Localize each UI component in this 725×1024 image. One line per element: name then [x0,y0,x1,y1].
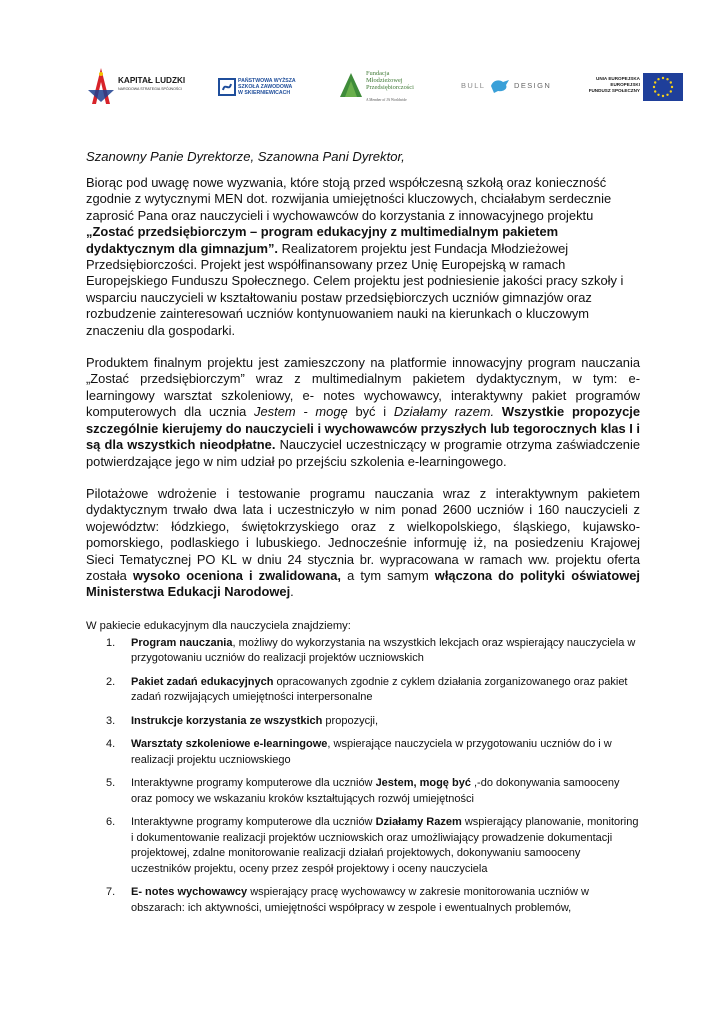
p1-project-title: „Zostać przedsiębiorczym – program edukacyjny z multimedialnym pakietem dydaktycznym dla gimnazjum”. [86,224,559,256]
list-item [86,885,640,916]
pwsz-line1: PAŃSTWOWA WYŻSZA [238,78,296,84]
item-bold: Pakiet zadań edukacyjnych [131,675,274,688]
fundacja-logo [338,66,438,108]
p1-text-c: Realizatorem projektu jest Fundacja Młodzieżowej Przedsiębiorczości. Projekt jest współfinansowany przez Unię Europejską w ramach Europejskiego Funduszu Społecznego. Celem projektu jest podniesienie jakości pracy szkoły i wsparciu nauczycieli w kształtowaniu postaw przedsiębiorczych uczniów gimnazjów oraz rozbudzenie zainteresowań uczniów kontynuowaniem nauki na kierunkach o kluczowym znaczeniu dla gospodarki. [86,240,624,338]
list-intro: W pakiecie edukacyjnym dla nauczyciela znajdziemy: [86,619,351,632]
list-item [86,636,640,667]
paragraph-3 [86,486,640,601]
p3-text-a: Pilotażowe wdrożenie i testowanie programu nauczania wraz z interaktywnym pakietem dydaktycznym trwało dwa lata i uczestniczyło w nim ponad 2600 uczniów i 160 nauczycieli z województw: łódzkiego, świętokrzyskiego oraz z wielkopolskiego, śląskiego, kujawsko-pomorskiego, podlaskiego i lubuskiego. Jednocześnie informuję iż, na posiedzeniu Krajowej Sieci Tematycznej PO KL w dniu 24 stycznia br. wypracowana w ramach ww. projektu oferta została [86,485,640,583]
item-text: ,-do dokonywania samooceny oraz pomocy we wskazaniu kroków kształtujących rozwój umiejętności [131,777,620,805]
item-text: opracowanych zgodnie z cyklem działania zorganizowanego oraz pakiet zadań rozwijających umiejętności interpersonalne [131,675,628,704]
p2-program-dzialamy: Działamy razem. [393,404,495,420]
package-list [86,636,640,917]
eu-flag-icon [643,73,683,101]
item-bold: E- notes wychowawcy [131,886,248,899]
item-number: 2. [106,675,116,688]
pwsz-line3: W SKIERNIEWICACH [238,90,291,96]
ue-line3: FUNDUSZ SPOŁECZNY [588,88,640,93]
logo-bar [88,66,688,108]
p3-text-m: a tym samym [341,567,435,583]
item-bold: Program nauczania [131,636,233,649]
ue-line2: EUROPEJSKI [610,82,640,87]
list-item [86,714,640,730]
p1-text-a: Biorąc pod uwagę nowe wyzwania, które stoją przed współczesną szkołą oraz konieczność zgodnie z wytycznymi MEN dot. rozwijania umiejętności kluczowych, chciałabym serdecznie zaprosić Pana oraz nauczycieli i wychowawców do korzystania z innowacyjnego projektu [86,175,612,223]
list-item [86,815,640,877]
fundacja-line3: Przedsiębiorczości [366,84,414,92]
item-number: 1. [106,636,116,649]
item-text: wspierający planowanie, monitoring i dokumentowanie realizacji projektów uczniowskich oraz umożliwiający prowadzenie dokumentacji projektowej, zdalne monitorowanie realizacji działań projektowych, dokonywaniu samooceny uczestników projektu, oceny przez zespół projektowy i oceny nauczyciela [131,816,639,875]
item-text: , możliwy do wykorzystania na wszystkich lekcjach oraz wspierający nauczyciela w przygotowaniu uczniów do realizacji projektów uczniowskich [131,636,636,665]
greeting: Szanowny Panie Dyrektorze, Szanowna Pani Dyrektor, [86,149,405,164]
kapital-ludzki-subtitle: NARODOWA STRATEGIA SPÓJNOŚCI [118,87,182,91]
bull-icon [489,78,511,94]
item-bold: Działamy Razem [375,816,462,829]
item-pre: Interaktywne programy komputerowe dla uczniów [131,777,376,790]
ue-efs-logo [587,66,687,108]
ue-line1: UNIA EUROPEJSKA [596,76,640,81]
item-number: 6. [106,816,116,829]
p2-free-offer: Wszystkie propozycje szczególnie kierujemy do nauczycieli i wychowawców przyszłych lub tegorocznych klas I i są dla wszystkich nieodpłatne. [86,404,640,453]
item-bold: Instrukcje korzystania ze wszystkich [131,714,323,727]
paragraph-2 [86,355,640,470]
fundacja-line1: Fundacja [366,70,390,77]
kapital-ludzki-emblem-icon [88,66,114,106]
list-item [86,776,640,807]
p3-period: . [290,584,294,600]
p3-ministry-policy: włączona do polityki oświatowej Ministerstwa Edukacji Narodowej [86,567,640,600]
fundacja-tree-icon [338,71,364,101]
list-item [86,675,640,706]
item-pre: Interaktywne programy komputerowe dla uczniów [131,816,376,829]
list-item [86,737,640,768]
p2-text-a: Produktem finalnym projektu jest zamieszczony na platformie innowacyjny program nauczania „Zostać przedsiębiorczym” wraz z multimedialnym pakietem dydaktycznym, w tym: e-learningowy warsztat szkoleniowy, e- notes wychowawcy, interaktywny pakiet programów komputerowych dla ucznia [86,355,640,420]
fundacja-member: A Member of JA Worldwide [366,98,407,102]
pwsz-logo [218,66,318,108]
item-bold: Warsztaty szkoleniowe e-learningowe [131,738,328,751]
item-number: 7. [106,886,116,899]
item-text: , wspierające nauczyciela w przygotowaniu uczniów do i w realizacji projektu uczniowskiego [131,738,612,766]
p2-program-jestem: Jestem - mogę [254,404,348,420]
letter-body [86,148,640,924]
pwsz-emblem-icon [218,78,236,96]
item-text: wspierający pracę wychowawcy w zakresie monitorowania uczniów w obszarach: ich aktywności, umiejętności współpracy w zespole i ewentualnych problemów, [131,886,589,914]
bull-text: BULL [461,81,486,90]
item-bold: Jestem, mogę być [375,777,471,790]
paragraph-1 [86,175,640,339]
kapital-ludzki-logo [88,66,188,108]
p3-validated: wysoko oceniona i zwalidowana, [132,567,341,583]
pwsz-line2: SZKOŁA ZAWODOWA [238,84,293,90]
design-text: DESIGN [514,81,552,90]
kapital-ludzki-name: KAPITAŁ LUDZKI [118,76,186,85]
p2-text-m: być i [347,404,394,420]
item-number: 5. [106,777,116,790]
item-number: 3. [106,714,116,727]
item-number: 4. [106,738,116,751]
bull-design-logo [461,66,571,108]
item-text: propozycji, [322,714,379,727]
fundacja-line2: Młodzieżowej [366,77,403,85]
p2-text-c: Nauczyciel uczestniczący w programie otrzyma zaświadczenie potwierdzające jego w nim udział po przejściu szkolenia e-learningowego. [86,437,640,469]
